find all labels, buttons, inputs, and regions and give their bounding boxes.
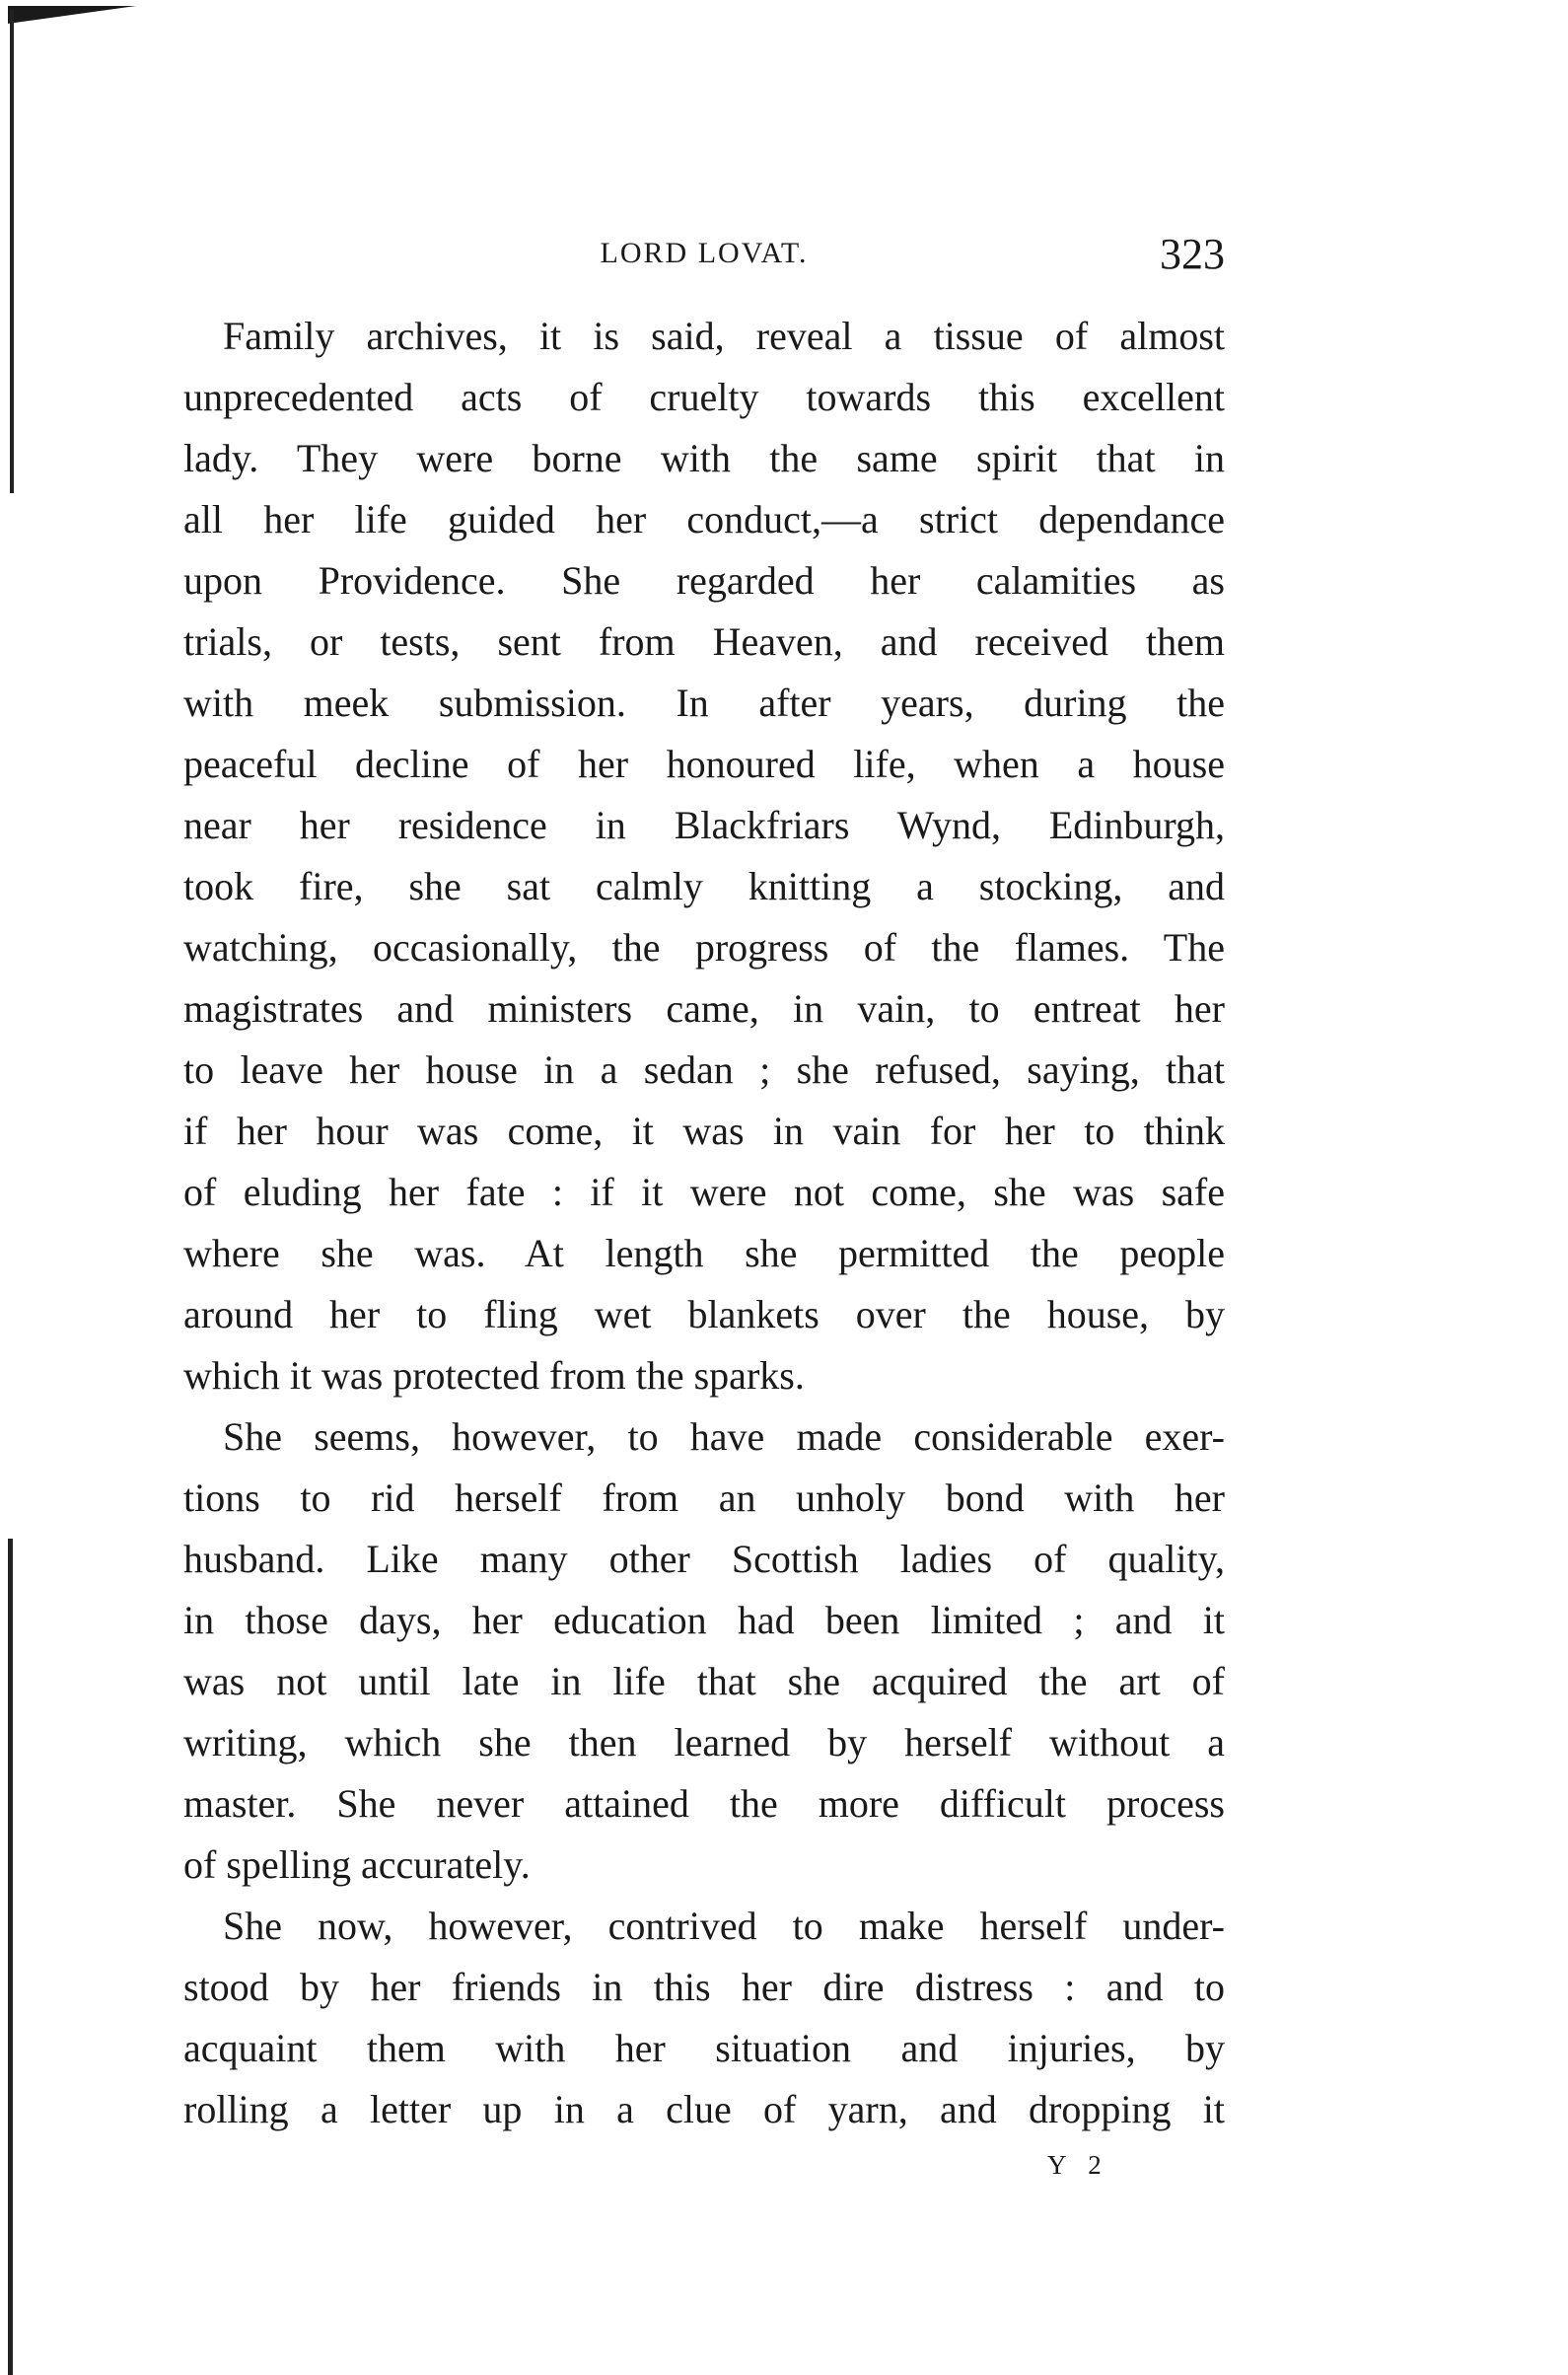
text-line: all her life guided her conduct,—a strict dependance [183, 497, 1225, 541]
paragraph [183, 306, 1225, 1406]
text-line: stood by her friends in this her dire distress : and to [183, 1965, 1225, 2009]
text-line: husband. Like many other Scottish ladies of quality, [183, 1537, 1225, 1581]
text-line: upon Providence. She regarded her calamities as [183, 558, 1225, 603]
paragraph [183, 1896, 1225, 2140]
text-line: lady. They were borne with the same spirit that in [183, 436, 1225, 480]
text-line: of eluding her fate : if it were not come, she was safe [183, 1170, 1225, 1214]
scan-edge-line [10, 10, 14, 493]
page-number: 323 [1160, 230, 1225, 278]
text-line: around her to fling wet blankets over the house, by [183, 1292, 1225, 1336]
running-head [183, 229, 1225, 284]
text-line: with meek submission. In after years, during the [183, 681, 1225, 725]
text-line: peaceful decline of her honoured life, when a house [183, 742, 1225, 786]
text-line: near her residence in Blackfriars Wynd, Edinburgh, [183, 803, 1225, 847]
text-line: writing, which she then learned by herself without a [183, 1720, 1225, 1764]
text-line: took fire, she sat calmly knitting a stocking, and [183, 864, 1225, 908]
body-text [183, 306, 1225, 2140]
text-line: Family archives, it is said, reveal a tissue of almost [223, 314, 1225, 358]
text-line: in those days, her education had been limited ; and it [183, 1598, 1225, 1642]
text-line: magistrates and ministers came, in vain, to entreat her [183, 986, 1225, 1031]
text-line: acquaint them with her situation and injuries, by [183, 2026, 1225, 2070]
running-head-title: LORD LOVAT. [600, 237, 809, 269]
paragraph [183, 1406, 1225, 1896]
text-line: trials, or tests, sent from Heaven, and received them [183, 619, 1225, 664]
text-line: which it was protected from the sparks. [183, 1353, 805, 1398]
text-line: watching, occasionally, the progress of the flames. The [183, 925, 1225, 970]
text-line: was not until late in life that she acquired the art of [183, 1659, 1225, 1703]
text-line: if her hour was come, it was in vain for her to think [183, 1109, 1225, 1153]
text-line: tions to rid herself from an unholy bond with her [183, 1475, 1225, 1520]
text-line: rolling a letter up in a clue of yarn, and dropping it [183, 2087, 1225, 2131]
text-line: She seems, however, to have made considerable exer- [223, 1414, 1225, 1459]
text-line: She now, however, contrived to make herself under- [223, 1904, 1225, 1948]
text-line: where she was. At length she permitted the people [183, 1231, 1225, 1275]
text-line: unprecedented acts of cruelty towards this excellent [183, 375, 1225, 419]
scan-edge-line [8, 1539, 13, 2375]
signature-mark: Y 2 [1047, 2150, 1109, 2180]
text-line: master. She never attained the more difficult process [183, 1781, 1225, 1826]
scan-corner-mark [8, 6, 136, 24]
text-line: to leave her house in a sedan ; she refused, saying, that [183, 1047, 1225, 1092]
text-line: of spelling accurately. [183, 1842, 531, 1887]
